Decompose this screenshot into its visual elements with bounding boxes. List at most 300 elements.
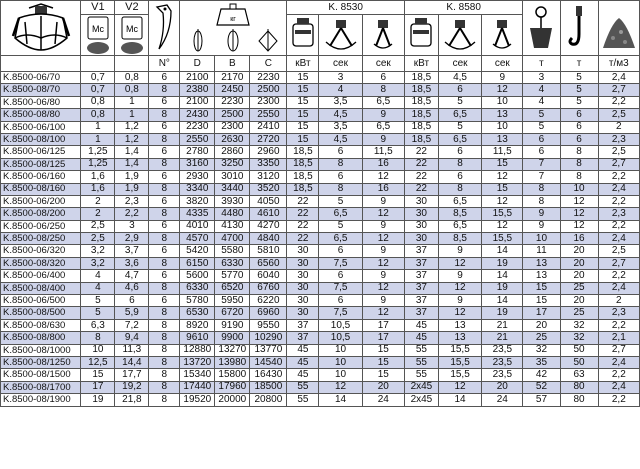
value-cell: 4610: [250, 208, 287, 220]
value-cell: 2550: [180, 133, 215, 145]
value-cell: 15: [287, 121, 319, 133]
value-cell: 5: [560, 84, 598, 96]
value-cell: 80: [560, 394, 598, 406]
value-cell: 2300: [250, 96, 287, 108]
value-cell: 55: [287, 394, 319, 406]
value-cell: 50: [560, 344, 598, 356]
grab-close-icon-2: [485, 16, 519, 54]
value-cell: 3250: [215, 158, 250, 170]
grab-icon: [5, 2, 77, 54]
value-cell: 23,5: [482, 369, 523, 381]
value-cell: 2780: [180, 146, 215, 158]
table-row: [1, 146, 640, 158]
value-cell: 6150: [180, 257, 215, 269]
value-cell: 45: [404, 332, 438, 344]
value-cell: 30: [404, 220, 438, 232]
value-cell: 2550: [250, 109, 287, 121]
value-cell: 2,2: [598, 369, 639, 381]
value-cell: 1: [115, 109, 149, 121]
value-cell: 8: [149, 307, 180, 319]
value-cell: 14: [482, 295, 523, 307]
value-cell: 9550: [250, 319, 287, 331]
value-cell: 18,5: [287, 146, 319, 158]
value-cell: 12: [560, 220, 598, 232]
value-cell: 12: [362, 233, 404, 245]
value-cell: 5780: [180, 295, 215, 307]
value-cell: 1: [81, 121, 115, 133]
table-row: [1, 295, 640, 307]
value-cell: 13720: [180, 356, 215, 368]
value-cell: 0,8: [115, 84, 149, 96]
value-cell: 5: [319, 195, 362, 207]
mc-label-2: Mc: [125, 24, 138, 34]
value-cell: 1,9: [115, 171, 149, 183]
model-cell: K.8500-08/80: [1, 109, 81, 121]
value-cell: 19: [81, 394, 115, 406]
model-cell: K.8500-08/1000: [1, 344, 81, 356]
value-cell: 10: [523, 233, 560, 245]
table-row: [1, 84, 640, 96]
value-cell: 17440: [180, 381, 215, 393]
value-cell: 4,5: [319, 109, 362, 121]
value-cell: 3340: [180, 183, 215, 195]
value-cell: 14: [482, 245, 523, 257]
value-cell: 20: [482, 381, 523, 393]
value-cell: 6530: [180, 307, 215, 319]
value-cell: 37: [287, 332, 319, 344]
value-cell: 25: [560, 282, 598, 294]
value-cell: 2170: [215, 72, 250, 84]
value-cell: 12: [362, 257, 404, 269]
value-cell: 6960: [250, 307, 287, 319]
value-cell: 12: [362, 208, 404, 220]
value-cell: 18,5: [404, 133, 438, 145]
value-cell: 0,8: [81, 109, 115, 121]
value-cell: 4,7: [115, 270, 149, 282]
value-cell: 55: [404, 344, 438, 356]
value-cell: 4130: [215, 220, 250, 232]
value-cell: 19: [482, 282, 523, 294]
value-cell: 30: [287, 257, 319, 269]
value-cell: 2860: [215, 146, 250, 158]
value-cell: 13: [482, 133, 523, 145]
sec-unit-3: сек: [438, 56, 481, 72]
value-cell: 4840: [250, 233, 287, 245]
value-cell: 3,5: [319, 121, 362, 133]
value-cell: 9: [482, 72, 523, 84]
table-row: [1, 109, 640, 121]
value-cell: 6: [149, 96, 180, 108]
value-cell: 6: [319, 245, 362, 257]
value-cell: 4: [319, 84, 362, 96]
value-cell: 23,5: [482, 356, 523, 368]
value-cell: 11,5: [482, 146, 523, 158]
grab-open-icon-2: [443, 16, 477, 54]
density-unit: т/м3: [598, 56, 639, 72]
value-cell: 22: [287, 220, 319, 232]
model-cell: K.8500-08/500: [1, 307, 81, 319]
table-row: [1, 356, 640, 368]
value-cell: 8: [149, 109, 180, 121]
value-cell: 20: [560, 295, 598, 307]
value-cell: 15,5: [438, 369, 481, 381]
k8530-open-cell: [319, 15, 362, 56]
value-cell: 25: [523, 332, 560, 344]
value-cell: 2630: [215, 133, 250, 145]
value-cell: 6: [523, 146, 560, 158]
value-cell: 8: [149, 257, 180, 269]
value-cell: 4480: [215, 208, 250, 220]
value-cell: 9: [438, 245, 481, 257]
value-cell: 22: [404, 146, 438, 158]
value-cell: 22: [287, 195, 319, 207]
value-cell: 57: [523, 394, 560, 406]
model-cell: K.8500-08/1250: [1, 356, 81, 368]
value-cell: 6,5: [319, 208, 362, 220]
value-cell: 4: [81, 270, 115, 282]
value-cell: 2,4: [598, 72, 639, 84]
value-cell: 2960: [250, 146, 287, 158]
value-cell: 6: [319, 171, 362, 183]
v2-unit-cell: [115, 56, 149, 72]
value-cell: 2,2: [598, 171, 639, 183]
tines-unit: N°: [149, 56, 180, 72]
value-cell: 10: [560, 183, 598, 195]
table-row: [1, 332, 640, 344]
value-cell: 2930: [180, 171, 215, 183]
value-cell: 8: [560, 158, 598, 170]
model-cell: K.8500-08/1700: [1, 381, 81, 393]
value-cell: 30: [404, 233, 438, 245]
model-cell: K.8500-06/125: [1, 146, 81, 158]
value-cell: 6: [319, 146, 362, 158]
value-cell: 4: [81, 282, 115, 294]
value-cell: 6,5: [319, 233, 362, 245]
value-cell: 15,5: [438, 356, 481, 368]
value-cell: 12,5: [81, 356, 115, 368]
value-cell: 9: [362, 109, 404, 121]
value-cell: 2300: [215, 121, 250, 133]
value-cell: 14: [482, 270, 523, 282]
kw-unit-1: кВт: [287, 56, 319, 72]
value-cell: 2,5: [598, 109, 639, 121]
model-cell: K.8500-06/500: [1, 295, 81, 307]
value-cell: 3,2: [81, 245, 115, 257]
value-cell: 8: [319, 183, 362, 195]
value-cell: 2100: [180, 72, 215, 84]
model-cell: K.8500-06/200: [1, 195, 81, 207]
model-cell: K.8500-06/80: [1, 96, 81, 108]
value-cell: 3520: [250, 183, 287, 195]
value-cell: 20: [560, 270, 598, 282]
model-cell: K.8500-06/100: [1, 121, 81, 133]
value-cell: 2410: [250, 121, 287, 133]
value-cell: 37: [287, 319, 319, 331]
value-cell: 7,5: [319, 282, 362, 294]
value-cell: 35: [523, 356, 560, 368]
value-cell: 13770: [250, 344, 287, 356]
value-cell: 6: [362, 72, 404, 84]
value-cell: 7: [523, 171, 560, 183]
c-unit: C: [250, 56, 287, 72]
value-cell: 2,1: [598, 332, 639, 344]
value-cell: 17: [362, 332, 404, 344]
value-cell: 5: [81, 295, 115, 307]
k8580-header: K. 8580: [404, 1, 523, 15]
value-cell: 50: [560, 356, 598, 368]
value-cell: 2,5: [598, 245, 639, 257]
value-cell: 18,5: [404, 72, 438, 84]
value-cell: 6220: [250, 295, 287, 307]
v1-unit-cell: [81, 56, 115, 72]
value-cell: 3: [115, 220, 149, 232]
value-cell: 1,25: [81, 158, 115, 170]
value-cell: 30: [404, 208, 438, 220]
value-cell: 15: [482, 158, 523, 170]
value-cell: 0,7: [81, 84, 115, 96]
value-cell: 37: [404, 257, 438, 269]
value-cell: 6: [149, 171, 180, 183]
value-cell: 80: [560, 381, 598, 393]
table-row: [1, 158, 640, 170]
value-cell: 18,5: [287, 183, 319, 195]
value-cell: 10: [482, 96, 523, 108]
model-cell: K.8500-06/160: [1, 171, 81, 183]
value-cell: 2430: [180, 109, 215, 121]
value-cell: 6: [149, 220, 180, 232]
value-cell: 19,2: [115, 381, 149, 393]
value-cell: 32: [560, 332, 598, 344]
value-cell: 0,7: [81, 72, 115, 84]
value-cell: 2100: [180, 96, 215, 108]
value-cell: 17: [362, 319, 404, 331]
mc-can-icon-2: [118, 15, 146, 55]
value-cell: 8: [438, 158, 481, 170]
value-cell: 6,5: [438, 195, 481, 207]
value-cell: 5580: [215, 245, 250, 257]
value-cell: 14: [319, 394, 362, 406]
value-cell: 6: [319, 295, 362, 307]
value-cell: 9: [362, 245, 404, 257]
value-cell: 15: [287, 109, 319, 121]
value-cell: 4570: [180, 233, 215, 245]
v1-mc-cell: [81, 15, 115, 56]
model-cell: K.8500-06/250: [1, 220, 81, 232]
value-cell: 12: [482, 220, 523, 232]
value-cell: 37: [404, 307, 438, 319]
model-unit-cell: [1, 56, 81, 72]
value-cell: 2,4: [598, 356, 639, 368]
value-cell: 9: [438, 295, 481, 307]
t-unit-2: т: [560, 56, 598, 72]
value-cell: 15: [362, 369, 404, 381]
value-cell: 5: [438, 96, 481, 108]
value-cell: 12: [319, 381, 362, 393]
value-cell: 7,5: [319, 257, 362, 269]
value-cell: 30: [287, 295, 319, 307]
value-cell: 2450: [215, 84, 250, 96]
value-cell: 19: [482, 257, 523, 269]
value-cell: 12880: [180, 344, 215, 356]
value-cell: 16: [362, 158, 404, 170]
value-cell: 3440: [215, 183, 250, 195]
hook-illustration-cell: [560, 1, 598, 56]
value-cell: 17: [81, 381, 115, 393]
k8580-open-cell: [438, 15, 481, 56]
value-cell: 30: [287, 282, 319, 294]
value-cell: 15,5: [482, 233, 523, 245]
value-cell: 6: [149, 195, 180, 207]
value-cell: 4,6: [115, 282, 149, 294]
value-cell: 10290: [250, 332, 287, 344]
value-cell: 8: [149, 84, 180, 96]
value-cell: 45: [287, 369, 319, 381]
value-cell: 55: [287, 381, 319, 393]
value-cell: 9: [362, 220, 404, 232]
value-cell: 3930: [215, 195, 250, 207]
value-cell: 2,4: [598, 282, 639, 294]
value-cell: 0,8: [81, 96, 115, 108]
value-cell: 15: [287, 84, 319, 96]
table-row: [1, 121, 640, 133]
value-cell: 9,4: [115, 332, 149, 344]
value-cell: 6: [523, 133, 560, 145]
value-cell: 42: [523, 369, 560, 381]
load-illustration-cell: [523, 1, 560, 56]
value-cell: 13: [438, 319, 481, 331]
value-cell: 6: [149, 295, 180, 307]
value-cell: 23,5: [482, 344, 523, 356]
value-cell: 10: [81, 344, 115, 356]
hook-icon: [568, 4, 590, 52]
value-cell: 2: [598, 295, 639, 307]
value-cell: 8: [362, 84, 404, 96]
value-cell: 15: [287, 96, 319, 108]
value-cell: 20: [560, 257, 598, 269]
motor-icon-1: [289, 16, 317, 54]
value-cell: 6: [560, 109, 598, 121]
value-cell: 55: [404, 369, 438, 381]
value-cell: 1,4: [115, 146, 149, 158]
value-cell: 45: [404, 319, 438, 331]
value-cell: 32: [523, 344, 560, 356]
value-cell: 12: [362, 171, 404, 183]
value-cell: 4010: [180, 220, 215, 232]
value-cell: 2,2: [598, 195, 639, 207]
value-cell: 15,5: [482, 208, 523, 220]
value-cell: 5600: [180, 270, 215, 282]
value-cell: 14,4: [115, 356, 149, 368]
value-cell: 2,5: [81, 220, 115, 232]
sec-unit-4: сек: [482, 56, 523, 72]
table-row: [1, 394, 640, 406]
value-cell: 20800: [250, 394, 287, 406]
table-row: [1, 307, 640, 319]
value-cell: 2,4: [598, 381, 639, 393]
table-row: [1, 208, 640, 220]
mc-label-1: Mc: [91, 24, 104, 34]
value-cell: 20000: [215, 394, 250, 406]
value-cell: 15: [81, 369, 115, 381]
value-cell: 9: [362, 295, 404, 307]
d-unit: D: [180, 56, 215, 72]
table-row: [1, 96, 640, 108]
value-cell: 4: [523, 96, 560, 108]
value-cell: 30: [404, 195, 438, 207]
value-cell: 16430: [250, 369, 287, 381]
value-cell: 2,2: [598, 394, 639, 406]
value-cell: 4335: [180, 208, 215, 220]
value-cell: 3160: [180, 158, 215, 170]
value-cell: 16: [560, 233, 598, 245]
value-cell: 13270: [215, 344, 250, 356]
value-cell: 2,2: [598, 270, 639, 282]
value-cell: 5: [560, 96, 598, 108]
value-cell: 55: [404, 356, 438, 368]
k8580-close-cell: [482, 15, 523, 56]
value-cell: 5: [523, 109, 560, 121]
value-cell: 2,7: [598, 158, 639, 170]
value-cell: 17960: [215, 381, 250, 393]
value-cell: 4700: [215, 233, 250, 245]
value-cell: 15,5: [438, 344, 481, 356]
value-cell: 5: [81, 307, 115, 319]
k8530-motor-cell: [287, 15, 319, 56]
value-cell: 2230: [180, 121, 215, 133]
pile-icon: [601, 4, 637, 52]
value-cell: 4,5: [319, 133, 362, 145]
value-cell: 1: [115, 96, 149, 108]
value-cell: 6,5: [438, 133, 481, 145]
value-cell: 20: [560, 245, 598, 257]
k8580-motor-cell: [404, 15, 438, 56]
value-cell: 12: [560, 195, 598, 207]
value-cell: 6560: [250, 257, 287, 269]
value-cell: 8: [560, 171, 598, 183]
value-cell: 3120: [250, 171, 287, 183]
value-cell: 37: [404, 245, 438, 257]
value-cell: 3,5: [319, 96, 362, 108]
value-cell: 1,6: [81, 171, 115, 183]
kw-unit-2: кВт: [404, 56, 438, 72]
value-cell: 15: [362, 356, 404, 368]
value-cell: 3350: [250, 158, 287, 170]
value-cell: 9900: [215, 332, 250, 344]
value-cell: 15: [523, 295, 560, 307]
motor-icon-2: [407, 16, 435, 54]
load-icon: [526, 4, 556, 52]
value-cell: 15: [482, 183, 523, 195]
k8530-close-cell: [362, 15, 404, 56]
value-cell: 1,9: [115, 183, 149, 195]
value-cell: 63: [560, 369, 598, 381]
table-body: [1, 72, 640, 407]
value-cell: 13: [523, 270, 560, 282]
table-row: [1, 319, 640, 331]
value-cell: 10: [482, 121, 523, 133]
value-cell: 8: [149, 369, 180, 381]
value-cell: 0,8: [115, 72, 149, 84]
model-cell: K.8500-08/800: [1, 332, 81, 344]
value-cell: 13: [523, 257, 560, 269]
value-cell: 2,3: [598, 133, 639, 145]
value-cell: 37: [404, 282, 438, 294]
value-cell: 3: [319, 72, 362, 84]
value-cell: 6330: [215, 257, 250, 269]
value-cell: 32: [560, 319, 598, 331]
value-cell: 8: [319, 158, 362, 170]
value-cell: 17: [523, 307, 560, 319]
